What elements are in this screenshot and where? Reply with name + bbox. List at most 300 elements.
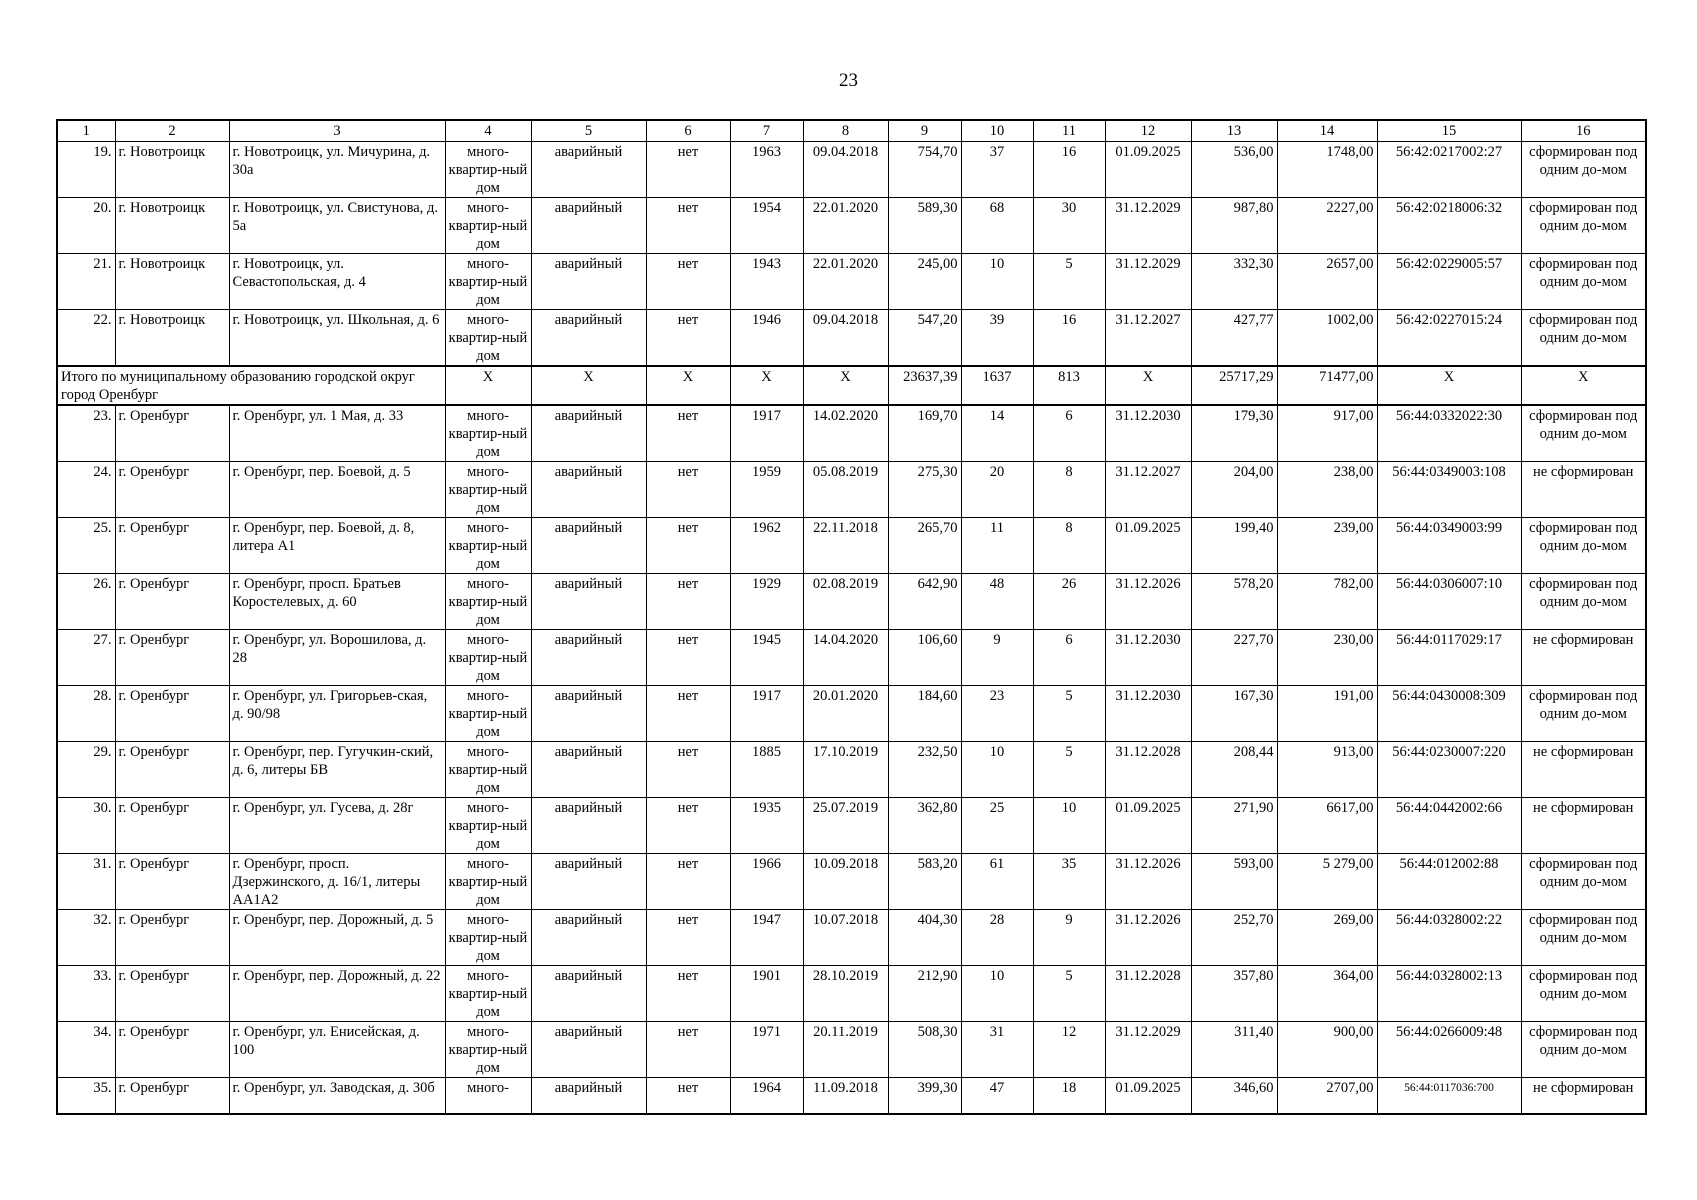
cadastral-number-cell: 56:44:012002:88 — [1377, 854, 1521, 910]
plot-area-cell: 1748,00 — [1277, 142, 1377, 198]
deadline-cell: 31.12.2026 — [1105, 574, 1191, 630]
count-cell: 37 — [961, 142, 1033, 198]
deadline-cell: 31.12.2029 — [1105, 198, 1191, 254]
condition-cell: аварийный — [531, 854, 646, 910]
table-row — [57, 910, 1646, 966]
address-cell: г. Оренбург, просп. Братьев Коростелевых, д. 60 — [229, 574, 445, 630]
address-cell: г. Новотроицк, ул. Мичурина, д. 30а — [229, 142, 445, 198]
status-cell: сформирован под одним до-мом — [1521, 854, 1646, 910]
building-type-cell: много-квартир-ный дом — [445, 254, 531, 310]
city-cell: г. Новотроицк — [115, 142, 229, 198]
building-type-cell: много-квартир-ный дом — [445, 910, 531, 966]
cadastral-number-cell: 56:44:0430008:309 — [1377, 686, 1521, 742]
total-cell: X — [445, 366, 531, 405]
city-cell: г. Оренбург — [115, 462, 229, 518]
column-header: 11 — [1033, 120, 1105, 142]
plot-area-cell: 191,00 — [1277, 686, 1377, 742]
address-cell: г. Оренбург, пер. Боевой, д. 8, литера А1 — [229, 518, 445, 574]
city-cell: г. Новотроицк — [115, 310, 229, 367]
building-type-cell: много-квартир-ный дом — [445, 310, 531, 367]
row-number: 24. — [57, 462, 115, 518]
table-row — [57, 742, 1646, 798]
condition-cell: аварийный — [531, 198, 646, 254]
column-header: 3 — [229, 120, 445, 142]
year-cell: 1885 — [730, 742, 803, 798]
count-cell: 61 — [961, 854, 1033, 910]
year-cell: 1935 — [730, 798, 803, 854]
address-cell: г. Оренбург, пер. Дорожный, д. 22 — [229, 966, 445, 1022]
page-number: 23 — [839, 70, 858, 91]
status-cell: не сформирован — [1521, 462, 1646, 518]
area-cell: 232,50 — [888, 742, 961, 798]
flag-cell: нет — [646, 462, 730, 518]
table-row — [57, 142, 1646, 198]
row-number: 35. — [57, 1078, 115, 1114]
year-cell: 1963 — [730, 142, 803, 198]
condition-cell: аварийный — [531, 1022, 646, 1078]
year-cell: 1917 — [730, 686, 803, 742]
count-cell: 16 — [1033, 142, 1105, 198]
date-cell: 11.09.2018 — [803, 1078, 888, 1114]
year-cell: 1954 — [730, 198, 803, 254]
date-cell: 14.04.2020 — [803, 630, 888, 686]
flag-cell: нет — [646, 742, 730, 798]
count-cell: 68 — [961, 198, 1033, 254]
count-cell: 9 — [961, 630, 1033, 686]
deadline-cell: 31.12.2030 — [1105, 405, 1191, 462]
count-cell: 35 — [1033, 854, 1105, 910]
status-cell: сформирован под одним до-мом — [1521, 966, 1646, 1022]
cadastral-number-cell: 56:44:0442002:66 — [1377, 798, 1521, 854]
row-number: 19. — [57, 142, 115, 198]
date-cell: 22.11.2018 — [803, 518, 888, 574]
building-type-cell: много-квартир-ный дом — [445, 198, 531, 254]
date-cell: 10.07.2018 — [803, 910, 888, 966]
cadastral-number-cell: 56:44:0306007:10 — [1377, 574, 1521, 630]
column-header: 6 — [646, 120, 730, 142]
city-cell: г. Оренбург — [115, 630, 229, 686]
rows-section-orenburg — [57, 405, 1646, 1114]
column-header: 5 — [531, 120, 646, 142]
area-cell: 427,77 — [1191, 310, 1277, 367]
area-cell: 508,30 — [888, 1022, 961, 1078]
plot-area-cell: 230,00 — [1277, 630, 1377, 686]
date-cell: 25.07.2019 — [803, 798, 888, 854]
plot-area-cell: 239,00 — [1277, 518, 1377, 574]
column-header: 10 — [961, 120, 1033, 142]
area-cell: 362,80 — [888, 798, 961, 854]
building-type-cell: много-квартир-ный дом — [445, 798, 531, 854]
plot-area-cell: 2657,00 — [1277, 254, 1377, 310]
area-cell: 212,90 — [888, 966, 961, 1022]
count-cell: 10 — [961, 742, 1033, 798]
cadastral-number-cell: 56:44:0117029:17 — [1377, 630, 1521, 686]
count-cell: 25 — [961, 798, 1033, 854]
condition-cell: аварийный — [531, 254, 646, 310]
total-cell: 813 — [1033, 366, 1105, 405]
column-header: 7 — [730, 120, 803, 142]
address-cell: г. Оренбург, пер. Дорожный, д. 5 — [229, 910, 445, 966]
total-cell: 71477,00 — [1277, 366, 1377, 405]
date-cell: 05.08.2019 — [803, 462, 888, 518]
address-cell: г. Оренбург, ул. Ворошилова, д. 28 — [229, 630, 445, 686]
deadline-cell: 01.09.2025 — [1105, 518, 1191, 574]
condition-cell: аварийный — [531, 142, 646, 198]
table-row — [57, 462, 1646, 518]
area-cell: 593,00 — [1191, 854, 1277, 910]
cadastral-number-cell: 56:42:0218006:32 — [1377, 198, 1521, 254]
address-cell: г. Оренбург, пер. Гугучкин-ский, д. 6, литеры БВ — [229, 742, 445, 798]
flag-cell: нет — [646, 142, 730, 198]
plot-area-cell: 1002,00 — [1277, 310, 1377, 367]
count-cell: 48 — [961, 574, 1033, 630]
city-cell: г. Новотроицк — [115, 198, 229, 254]
city-cell: г. Оренбург — [115, 686, 229, 742]
status-cell: сформирован под одним до-мом — [1521, 310, 1646, 367]
condition-cell: аварийный — [531, 518, 646, 574]
cadastral-number-cell: 56:44:0328002:13 — [1377, 966, 1521, 1022]
count-cell: 8 — [1033, 518, 1105, 574]
status-cell: не сформирован — [1521, 798, 1646, 854]
total-cell: X — [531, 366, 646, 405]
cadastral-number-cell: 56:42:0229005:57 — [1377, 254, 1521, 310]
city-cell: г. Оренбург — [115, 405, 229, 462]
address-cell: г. Оренбург, ул. Заводская, д. 30б — [229, 1078, 445, 1114]
area-cell: 106,60 — [888, 630, 961, 686]
condition-cell: аварийный — [531, 742, 646, 798]
deadline-cell: 01.09.2025 — [1105, 798, 1191, 854]
count-cell: 23 — [961, 686, 1033, 742]
table-row — [57, 686, 1646, 742]
count-cell: 20 — [961, 462, 1033, 518]
status-cell: не сформирован — [1521, 1078, 1646, 1114]
column-header: 15 — [1377, 120, 1521, 142]
area-cell: 536,00 — [1191, 142, 1277, 198]
table-row — [57, 966, 1646, 1022]
count-cell: 10 — [1033, 798, 1105, 854]
plot-area-cell: 900,00 — [1277, 1022, 1377, 1078]
total-cell: X — [646, 366, 730, 405]
row-number: 29. — [57, 742, 115, 798]
table-row — [57, 405, 1646, 462]
deadline-cell: 31.12.2027 — [1105, 310, 1191, 367]
building-type-cell: много-квартир-ный дом — [445, 966, 531, 1022]
area-cell: 199,40 — [1191, 518, 1277, 574]
date-cell: 17.10.2019 — [803, 742, 888, 798]
area-cell: 275,30 — [888, 462, 961, 518]
plot-area-cell: 238,00 — [1277, 462, 1377, 518]
flag-cell: нет — [646, 574, 730, 630]
year-cell: 1943 — [730, 254, 803, 310]
deadline-cell: 31.12.2030 — [1105, 686, 1191, 742]
deadline-cell: 01.09.2025 — [1105, 142, 1191, 198]
count-cell: 5 — [1033, 742, 1105, 798]
plot-area-cell: 6617,00 — [1277, 798, 1377, 854]
plot-area-cell: 269,00 — [1277, 910, 1377, 966]
area-cell: 589,30 — [888, 198, 961, 254]
city-cell: г. Новотроицк — [115, 254, 229, 310]
city-cell: г. Оренбург — [115, 910, 229, 966]
year-cell: 1971 — [730, 1022, 803, 1078]
count-cell: 26 — [1033, 574, 1105, 630]
building-type-cell: много-квартир-ный дом — [445, 574, 531, 630]
count-cell: 47 — [961, 1078, 1033, 1114]
city-cell: г. Оренбург — [115, 798, 229, 854]
deadline-cell: 31.12.2027 — [1105, 462, 1191, 518]
deadline-cell: 31.12.2029 — [1105, 1022, 1191, 1078]
year-cell: 1946 — [730, 310, 803, 367]
table-row — [57, 854, 1646, 910]
count-cell: 10 — [961, 254, 1033, 310]
total-cell: X — [1521, 366, 1646, 405]
plot-area-cell: 917,00 — [1277, 405, 1377, 462]
status-cell: не сформирован — [1521, 742, 1646, 798]
area-cell: 357,80 — [1191, 966, 1277, 1022]
total-cell: X — [1105, 366, 1191, 405]
plot-area-cell: 364,00 — [1277, 966, 1377, 1022]
flag-cell: нет — [646, 518, 730, 574]
table-row — [57, 574, 1646, 630]
building-type-cell: много-квартир-ный дом — [445, 630, 531, 686]
building-type-cell: много- — [445, 1078, 531, 1114]
row-number: 23. — [57, 405, 115, 462]
count-cell: 5 — [1033, 686, 1105, 742]
building-type-cell: много-квартир-ный дом — [445, 854, 531, 910]
table-row — [57, 254, 1646, 310]
year-cell: 1945 — [730, 630, 803, 686]
condition-cell: аварийный — [531, 798, 646, 854]
condition-cell: аварийный — [531, 405, 646, 462]
condition-cell: аварийный — [531, 310, 646, 367]
deadline-cell: 31.12.2028 — [1105, 966, 1191, 1022]
count-cell: 16 — [1033, 310, 1105, 367]
area-cell: 208,44 — [1191, 742, 1277, 798]
column-number-header-row — [57, 120, 1646, 142]
deadline-cell: 31.12.2026 — [1105, 910, 1191, 966]
count-cell: 14 — [961, 405, 1033, 462]
address-cell: г. Оренбург, ул. Григорьев-ская, д. 90/98 — [229, 686, 445, 742]
table-row — [57, 518, 1646, 574]
flag-cell: нет — [646, 798, 730, 854]
area-cell: 311,40 — [1191, 1022, 1277, 1078]
area-cell: 346,60 — [1191, 1078, 1277, 1114]
address-cell: г. Оренбург, просп. Дзержинского, д. 16/1, литеры АА1А2 — [229, 854, 445, 910]
status-cell: сформирован под одним до-мом — [1521, 142, 1646, 198]
count-cell: 6 — [1033, 630, 1105, 686]
status-cell: сформирован под одним до-мом — [1521, 1022, 1646, 1078]
city-cell: г. Оренбург — [115, 1078, 229, 1114]
count-cell: 10 — [961, 966, 1033, 1022]
plot-area-cell: 782,00 — [1277, 574, 1377, 630]
total-cell: X — [730, 366, 803, 405]
count-cell: 5 — [1033, 966, 1105, 1022]
condition-cell: аварийный — [531, 462, 646, 518]
table-row — [57, 1022, 1646, 1078]
plot-area-cell: 2707,00 — [1277, 1078, 1377, 1114]
total-cell: X — [1377, 366, 1521, 405]
area-cell: 169,70 — [888, 405, 961, 462]
address-cell: г. Новотроицк, ул. Школьная, д. 6 — [229, 310, 445, 367]
count-cell: 39 — [961, 310, 1033, 367]
date-cell: 20.11.2019 — [803, 1022, 888, 1078]
area-cell: 547,20 — [888, 310, 961, 367]
row-number: 34. — [57, 1022, 115, 1078]
area-cell: 583,20 — [888, 854, 961, 910]
row-number: 21. — [57, 254, 115, 310]
address-cell: г. Оренбург, ул. 1 Мая, д. 33 — [229, 405, 445, 462]
date-cell: 10.09.2018 — [803, 854, 888, 910]
condition-cell: аварийный — [531, 966, 646, 1022]
cadastral-number-cell: 56:44:0349003:108 — [1377, 462, 1521, 518]
condition-cell: аварийный — [531, 686, 646, 742]
condition-cell: аварийный — [531, 1078, 646, 1114]
deadline-cell: 31.12.2026 — [1105, 854, 1191, 910]
table-row — [57, 798, 1646, 854]
flag-cell: нет — [646, 1078, 730, 1114]
rows-section-novotroitsk — [57, 142, 1646, 367]
area-cell: 252,70 — [1191, 910, 1277, 966]
area-cell: 404,30 — [888, 910, 961, 966]
year-cell: 1901 — [730, 966, 803, 1022]
date-cell: 14.02.2020 — [803, 405, 888, 462]
area-cell: 245,00 — [888, 254, 961, 310]
date-cell: 28.10.2019 — [803, 966, 888, 1022]
cadastral-number-cell: 56:44:0230007:220 — [1377, 742, 1521, 798]
area-cell: 642,90 — [888, 574, 961, 630]
date-cell: 09.04.2018 — [803, 310, 888, 367]
address-cell: г. Оренбург, пер. Боевой, д. 5 — [229, 462, 445, 518]
table-row — [57, 310, 1646, 367]
area-cell: 184,60 — [888, 686, 961, 742]
plot-area-cell: 2227,00 — [1277, 198, 1377, 254]
count-cell: 5 — [1033, 254, 1105, 310]
status-cell: сформирован под одним до-мом — [1521, 518, 1646, 574]
address-cell: г. Оренбург, ул. Енисейская, д. 100 — [229, 1022, 445, 1078]
column-header: 13 — [1191, 120, 1277, 142]
date-cell: 02.08.2019 — [803, 574, 888, 630]
cadastral-number-cell: 56:44:0332022:30 — [1377, 405, 1521, 462]
area-cell: 167,30 — [1191, 686, 1277, 742]
status-cell: сформирован под одним до-мом — [1521, 198, 1646, 254]
total-cell: 25717,29 — [1191, 366, 1277, 405]
status-cell: сформирован под одним до-мом — [1521, 574, 1646, 630]
address-cell: г. Новотроицк, ул. Севастопольская, д. 4 — [229, 254, 445, 310]
cadastral-number-cell: 56:44:0266009:48 — [1377, 1022, 1521, 1078]
area-cell: 578,20 — [1191, 574, 1277, 630]
area-cell: 204,00 — [1191, 462, 1277, 518]
table-row — [57, 630, 1646, 686]
row-number: 20. — [57, 198, 115, 254]
count-cell: 28 — [961, 910, 1033, 966]
building-type-cell: много-квартир-ный дом — [445, 142, 531, 198]
column-header: 14 — [1277, 120, 1377, 142]
cadastral-number-cell: 56:42:0227015:24 — [1377, 310, 1521, 367]
table-row — [57, 198, 1646, 254]
status-cell: не сформирован — [1521, 630, 1646, 686]
condition-cell: аварийный — [531, 630, 646, 686]
deadline-cell: 31.12.2028 — [1105, 742, 1191, 798]
row-number: 31. — [57, 854, 115, 910]
date-cell: 20.01.2020 — [803, 686, 888, 742]
area-cell: 271,90 — [1191, 798, 1277, 854]
status-cell: сформирован под одним до-мом — [1521, 254, 1646, 310]
total-cell: X — [803, 366, 888, 405]
cadastral-number-cell: 56:44:0117036:700 — [1377, 1078, 1521, 1114]
city-cell: г. Оренбург — [115, 574, 229, 630]
column-header: 4 — [445, 120, 531, 142]
city-cell: г. Оренбург — [115, 966, 229, 1022]
flag-cell: нет — [646, 966, 730, 1022]
area-cell: 227,70 — [1191, 630, 1277, 686]
total-label: Итого по муниципальному образованию городской округ город Оренбург — [57, 366, 445, 405]
status-cell: сформирован под одним до-мом — [1521, 910, 1646, 966]
row-number: 26. — [57, 574, 115, 630]
flag-cell: нет — [646, 910, 730, 966]
city-cell: г. Оренбург — [115, 518, 229, 574]
flag-cell: нет — [646, 630, 730, 686]
column-header: 9 — [888, 120, 961, 142]
cadastral-number-cell: 56:42:0217002:27 — [1377, 142, 1521, 198]
row-number: 30. — [57, 798, 115, 854]
city-cell: г. Оренбург — [115, 1022, 229, 1078]
cadastral-number-cell: 56:44:0328002:22 — [1377, 910, 1521, 966]
year-cell: 1964 — [730, 1078, 803, 1114]
year-cell: 1959 — [730, 462, 803, 518]
row-number: 33. — [57, 966, 115, 1022]
count-cell: 18 — [1033, 1078, 1105, 1114]
row-number: 28. — [57, 686, 115, 742]
date-cell: 22.01.2020 — [803, 198, 888, 254]
flag-cell: нет — [646, 686, 730, 742]
count-cell: 31 — [961, 1022, 1033, 1078]
year-cell: 1966 — [730, 854, 803, 910]
date-cell: 09.04.2018 — [803, 142, 888, 198]
count-cell: 11 — [961, 518, 1033, 574]
deadline-cell: 01.09.2025 — [1105, 1078, 1191, 1114]
deadline-cell: 31.12.2029 — [1105, 254, 1191, 310]
area-cell: 754,70 — [888, 142, 961, 198]
total-section — [57, 366, 1646, 405]
area-cell: 987,80 — [1191, 198, 1277, 254]
column-header: 12 — [1105, 120, 1191, 142]
count-cell: 9 — [1033, 910, 1105, 966]
deadline-cell: 31.12.2030 — [1105, 630, 1191, 686]
row-number: 22. — [57, 310, 115, 367]
flag-cell: нет — [646, 405, 730, 462]
building-type-cell: много-квартир-ный дом — [445, 518, 531, 574]
area-cell: 265,70 — [888, 518, 961, 574]
year-cell: 1947 — [730, 910, 803, 966]
status-cell: сформирован под одним до-мом — [1521, 405, 1646, 462]
address-cell: г. Оренбург, ул. Гусева, д. 28г — [229, 798, 445, 854]
flag-cell: нет — [646, 1022, 730, 1078]
city-cell: г. Оренбург — [115, 742, 229, 798]
plot-area-cell: 913,00 — [1277, 742, 1377, 798]
building-type-cell: много-квартир-ный дом — [445, 462, 531, 518]
total-area: 23637,39 — [888, 366, 961, 405]
building-type-cell: много-квартир-ный дом — [445, 686, 531, 742]
area-cell: 179,30 — [1191, 405, 1277, 462]
table-row — [57, 1078, 1646, 1114]
row-number: 32. — [57, 910, 115, 966]
housing-registry-table — [56, 119, 1647, 1115]
column-header: 1 — [57, 120, 115, 142]
column-header: 2 — [115, 120, 229, 142]
row-number: 27. — [57, 630, 115, 686]
building-type-cell: много-квартир-ный дом — [445, 405, 531, 462]
count-cell: 6 — [1033, 405, 1105, 462]
year-cell: 1929 — [730, 574, 803, 630]
